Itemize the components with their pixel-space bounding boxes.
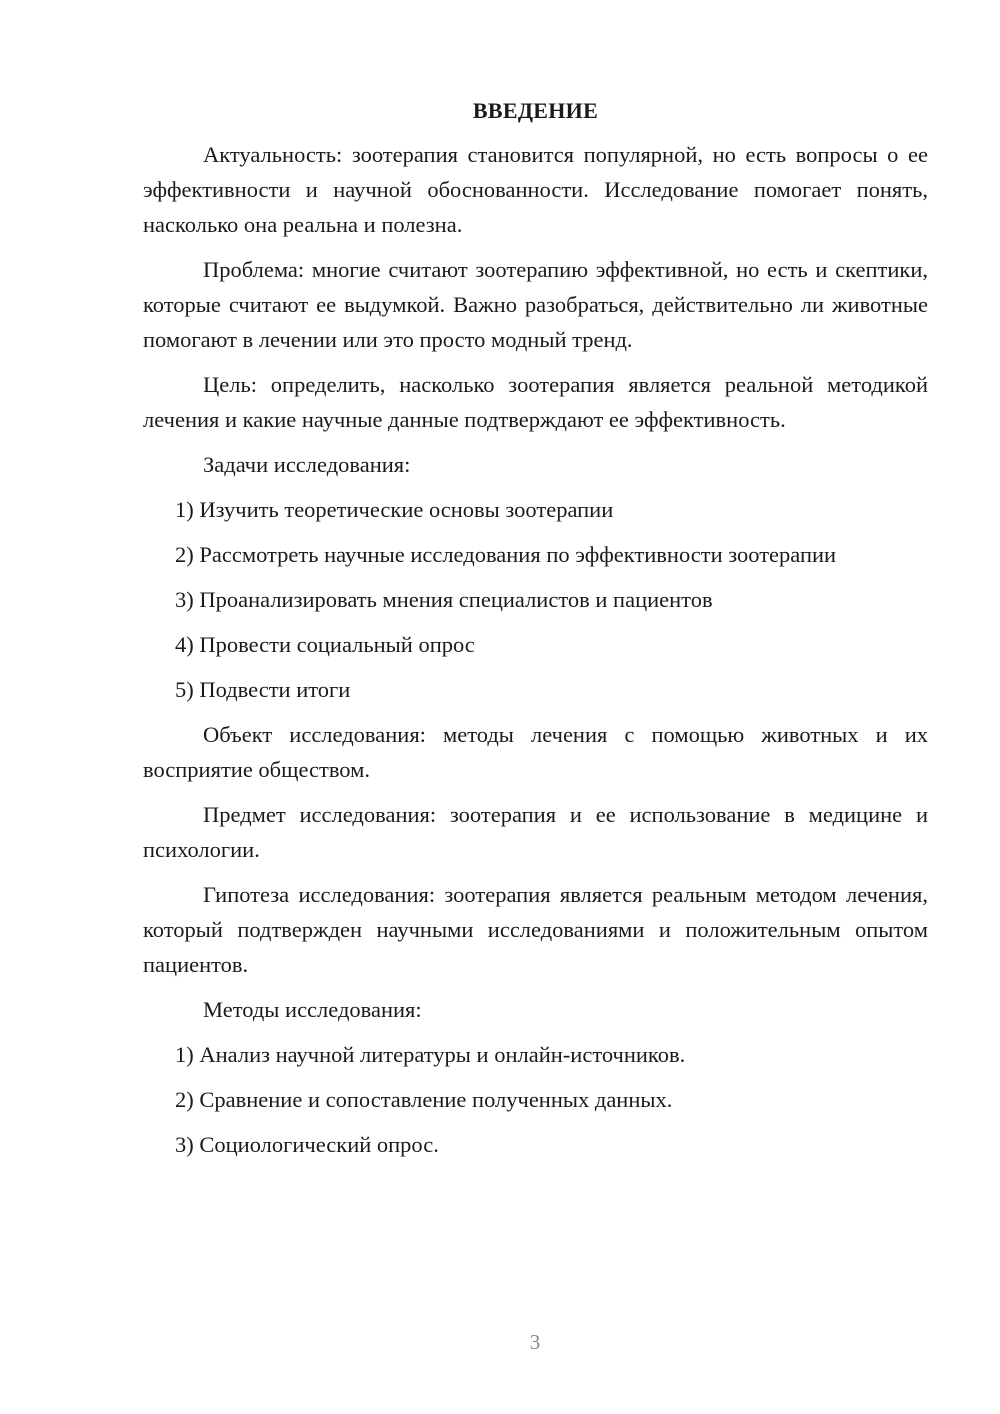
list-item: 2) Рассмотреть научные исследования по эффективности зоотерапии (175, 542, 837, 567)
hypothesis-paragraph: Гипотеза исследования: зоотерапия является реальным методом лечения, который подтвержден научными исследованиями и положительным опытом пациентов. (143, 882, 928, 977)
list-item: 1) Анализ научной литературы и онлайн-источников. (175, 1042, 686, 1067)
list-item: 4) Провести социальный опрос (175, 632, 475, 657)
tasks-list (143, 492, 928, 707)
list-item: 3) Проанализировать мнения специалистов и пациентов (175, 587, 713, 612)
list-item: 1) Изучить теоретические основы зоотерапии (175, 497, 614, 522)
methods-label: Методы исследования: (203, 997, 422, 1022)
goal-paragraph: Цель: определить, насколько зоотерапия является реальной методикой лечения и какие научные данные подтверждают ее эффективность. (143, 372, 928, 432)
object-paragraph: Объект исследования: методы лечения с помощью животных и их восприятие обществом. (143, 722, 928, 782)
list-item: 2) Сравнение и сопоставление полученных данных. (175, 1087, 673, 1112)
page-title: ВВЕДЕНИЕ (472, 98, 599, 123)
subject-paragraph: Предмет исследования: зоотерапия и ее использование в медицине и психологии. (143, 802, 928, 862)
tasks-label: Задачи исследования: (203, 452, 411, 477)
relevance-paragraph: Актуальность: зоотерапия становится популярной, но есть вопросы о ее эффективности и научной обоснованности. Исследование помогает понять, насколько она реальна и полезна. (143, 142, 928, 237)
methods-list (143, 1037, 928, 1162)
document-page (143, 95, 928, 1172)
list-item: 5) Подвести итоги (175, 677, 351, 702)
page-number: 3 (529, 1330, 541, 1354)
problem-paragraph: Проблема: многие считают зоотерапию эффективной, но есть и скептики, которые считают ее выдумкой. Важно разобраться, действительно ли животные помогают в лечении или это просто модный тренд. (143, 257, 928, 352)
list-item: 3) Социологический опрос. (175, 1132, 439, 1157)
